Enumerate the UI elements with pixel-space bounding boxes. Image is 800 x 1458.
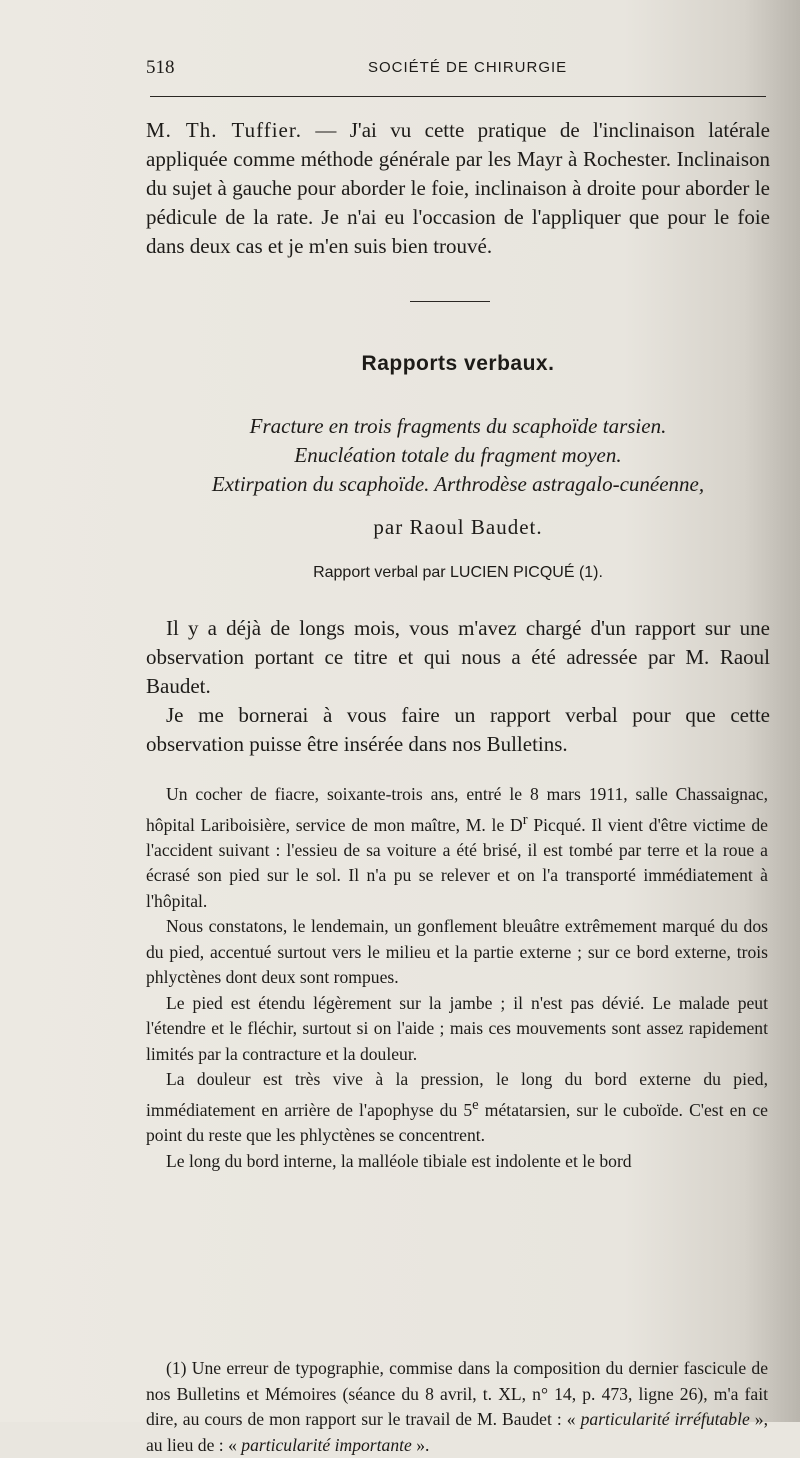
observation [146, 782, 768, 1174]
observation-paragraph-2: Nous constatons, le lendemain, un gonflement bleuâtre extrêmement marqué du dos du pied, accentué surtout vers le milieu et la partie externe ; sur ce bord externe, trois phlyctènes dont deux sont rompues. [146, 916, 768, 988]
observation-paragraph-4-end: métatarsien, sur le cuboïde. C'est en ce point du reste que les phlyctènes se concentrent. [146, 1099, 768, 1146]
footnote-italic-1: particularité irréfutable [580, 1409, 750, 1429]
section-divider [410, 301, 490, 302]
observation-paragraph-1-start: Un cocher de fiacre, soixante-trois ans, entré le 8 mars 1911, salle Chassaignac, hôpital Lariboisière, service de mon maître, M. le D [146, 784, 768, 835]
footnote-text-b: », au lieu de : « [146, 1409, 769, 1455]
observation-paragraph-4-start: La douleur est très vive à la pression, le long du bord externe du pied, immédiatement en arrière de l'apophyse du 5 [146, 1069, 768, 1120]
observation-paragraph-1 [146, 782, 768, 914]
observation-paragraph-1-end: Picqué. Il vient d'être victime de l'accident suivant : l'essieu de sa voiture a été brisé, il est tombé par terre et la roue a écrasé son pied sur le sol. Il n'a pu se relever et on l'a transporté immédiatement à l'hôpital. [146, 814, 768, 911]
observation-paragraph-4 [146, 1067, 768, 1148]
page-number: 518 [146, 57, 175, 78]
speaker-name: M. Th. Tuffier. [146, 118, 302, 142]
report-title [146, 412, 770, 499]
introduction [146, 614, 770, 759]
report-title-line-1: Fracture en trois fragments du scaphoïde tarsien. [249, 414, 667, 438]
superscript-r: r [522, 811, 528, 828]
byline: par Raoul Baudet. [373, 515, 543, 539]
running-head: SOCIÉTÉ DE CHIRURGIE [368, 59, 568, 76]
paragraph-tuffier [146, 116, 770, 261]
section-title: Rapports verbaux. [361, 352, 555, 375]
intro-paragraph-1: Il y a déjà de longs mois, vous m'avez chargé d'un rapport sur une observation portant ce titre et qui nous a été adressée par M. Raoul Baudet. [146, 616, 770, 698]
footnote-text-a: (1) Une erreur de typographie, commise dans la composition du dernier fascicule de nos Bulletins et Mémoires (séance du 8 avril, t. XL, n° 14, p. 473, ligne 26), m'a fait dire, au cours de mon rapport sur le travail de M. Baudet : « [146, 1358, 768, 1429]
paragraph-tuffier-text: — J'ai vu cette pratique de l'inclinaison latérale appliquée comme méthode générale par les Mayr à Rochester. Inclinaison du sujet à gauche pour aborder le foie, inclinaison à droite pour aborder le pédicule de la rate. Je n'ai eu l'occasion de l'appliquer que pour le foie dans deux cas et je m'en suis bien trouvé. [146, 118, 770, 258]
footnote-text-c: ». [411, 1434, 430, 1455]
header-rule [150, 96, 766, 97]
observation-paragraph-3: Le pied est étendu légèrement sur la jambe ; il n'est pas dévié. Le malade peut l'étendre et le fléchir, surtout si on l'aide ; mais ces mouvements sont assez rapidement limités par la contracture et la douleur. [146, 992, 768, 1064]
superscript-e: e [472, 1096, 479, 1113]
intro-paragraph-2: Je me bornerai à vous faire un rapport verbal pour que cette observation puisse être insérée dans nos Bulletins. [146, 703, 770, 756]
report-title-line-3: Extirpation du scaphoïde. Arthrodèse astragalo-cunéenne, [211, 472, 705, 496]
footnote-text [146, 1356, 768, 1458]
report-title-line-2: Enucléation totale du fragment moyen. [294, 443, 622, 467]
page-header [146, 57, 766, 83]
observation-paragraph-5: Le long du bord interne, la malléole tibiale est indolente et le bord [166, 1150, 632, 1171]
report-author: Rapport verbal par LUCIEN PICQUÉ (1). [313, 564, 603, 581]
footnote [146, 1356, 768, 1458]
footnote-italic-2: particularité importante [241, 1434, 412, 1455]
